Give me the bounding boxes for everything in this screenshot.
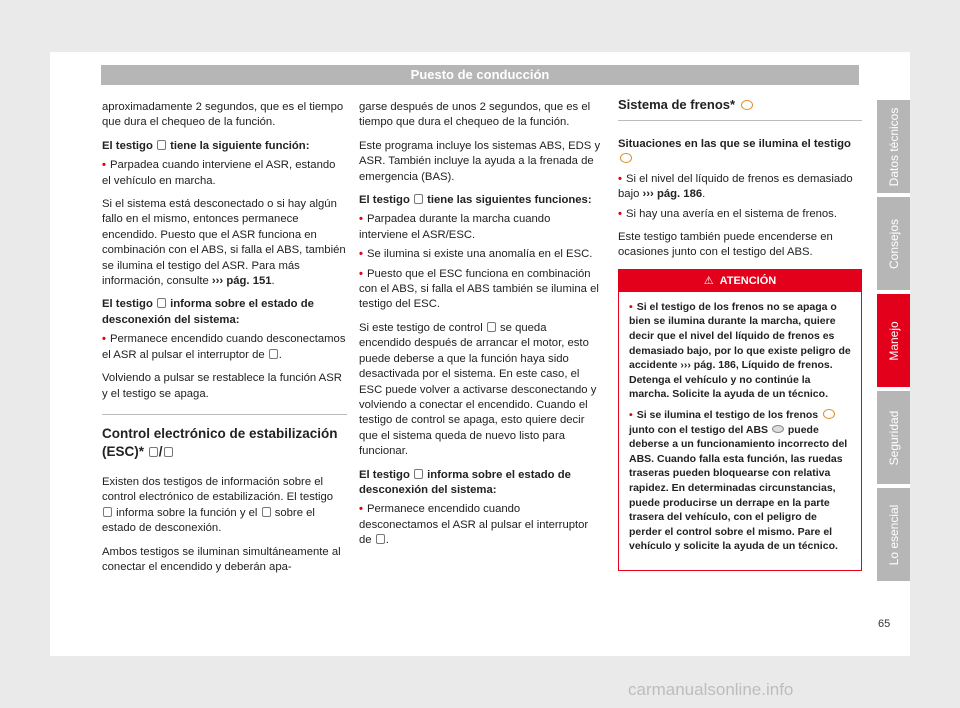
asr-off-icon [157, 298, 166, 308]
section-title-brakes: Sistema de frenos* [618, 96, 862, 121]
abs-warning-icon [772, 425, 784, 433]
section-title-esc: Control electrónico de estabilización (ESC)* / [102, 414, 347, 461]
asr-switch-icon [269, 349, 278, 359]
list-item: • Puesto que el ESC funciona en combinación con el ABS, si falla el ABS también se ilumina el testigo del ESC. [359, 267, 599, 311]
tab-seguridad[interactable]: Seguridad [877, 391, 910, 484]
esc-icon [487, 322, 496, 332]
list-item: • Parpadea durante la marcha cuando interviene el ASR/ESC. [359, 213, 551, 241]
list-item: • Se ilumina si existe una anomalía en el ESC. [359, 248, 593, 261]
page-header: Puesto de conducción [101, 65, 859, 85]
subheading: El testigo informa sobre el estado de desconexión del sistema: [102, 298, 314, 326]
warning-body [619, 292, 861, 570]
warning-item: • Si se ilumina el testigo de los frenos junto con el testigo del ABS puede deberse a un funcionamiento incorrecto del ABS. Cuando falla esta función, las ruedas traseras pueden bloquearse con relativa rapidez. En determinadas circunstancias, puede producirse un derrape en la parte trasera del vehículo, con el peligro de perder el control sobre el mismo. Pare el vehículo y solicite la ayuda de un técnico. [629, 409, 848, 553]
esc-off-icon [164, 447, 173, 457]
paragraph: Este testigo también puede encenderse en ocasiones junto con el testigo del ABS. [618, 231, 833, 259]
list-item: • Si el nivel del líquido de frenos es demasiado bajo ››› pág. 186. [618, 172, 853, 201]
paragraph: Ambos testigos se iluminan simultáneamente al conectar el encendido y deberán apa- [102, 545, 341, 573]
brake-warning-icon [741, 100, 753, 110]
paragraph: Si este testigo de control se queda encendido después de arrancar el motor, esto puede deberse a que la función haya sido desactivada por el sistema. En este caso, el ESC puede volver a activarse desconectando y volviendo a conectar el encendido. Cuando el testigo de control se apaga, esto quiere decir que el sistema queda de nuevo listo para funcionar. [359, 321, 597, 458]
asr-warning-icon [157, 140, 166, 150]
page-reference-link[interactable]: pág. 186 [656, 188, 703, 201]
warning-box [618, 269, 862, 571]
list-item: • Parpadea cuando interviene el ASR, estando el vehículo en marcha. [102, 159, 336, 187]
esc-icon [103, 507, 112, 517]
subheading: Situaciones en las que se ilumina el testigo [618, 137, 862, 168]
esc-off-icon [414, 469, 423, 479]
page-reference-link[interactable]: pág. 151 [226, 275, 272, 288]
watermark: carmanualsonline.info [628, 680, 794, 699]
paragraph: garse después de unos 2 segundos, que es el tiempo que dura el chequeo de la función. [359, 101, 591, 129]
paragraph: Este programa incluye los sistemas ABS, EDS y ASR. También incluye la ayuda a la frenada de emergencia (BAS). [359, 139, 601, 183]
brake-warning-icon [823, 409, 835, 419]
tab-lo-esencial[interactable]: Lo esencial [877, 488, 910, 581]
page-number: 65 [878, 618, 891, 630]
brake-warning-icon [620, 153, 632, 163]
paragraph: aproximadamente 2 segundos, que es el tiempo que dura el chequeo de la función. [102, 101, 344, 129]
column-1 [102, 100, 347, 583]
paragraph: Volviendo a pulsar se restablece la función ASR y el testigo se apaga. [102, 372, 342, 400]
page-reference-link[interactable]: pág. 186, Líquido de frenos [693, 359, 830, 372]
list-item: • Si hay una avería en el sistema de frenos. [618, 207, 837, 220]
subheading: El testigo informa sobre el estado de desconexión del sistema: [359, 468, 571, 496]
tab-datos-tecnicos[interactable]: Datos técnicos [877, 100, 910, 193]
esc-off-icon [262, 507, 271, 517]
tab-consejos[interactable]: Consejos [877, 197, 910, 290]
esc-icon [414, 194, 423, 204]
subheading: El testigo tiene la siguiente función: [102, 139, 310, 152]
warning-triangle-icon: ⚠ [703, 274, 714, 287]
subheading: El testigo tiene las siguientes funciones: [359, 194, 592, 207]
list-item: • Permanece encendido cuando desconectamos el ASR al pulsar el interruptor de . [102, 333, 346, 361]
tab-manejo[interactable]: Manejo [877, 294, 910, 387]
paragraph: Si el sistema está desconectado o si hay algún fallo en el mismo, entonces permanece encendido. Puesto que el ASR funciona en combinación con el ABS, si falla el ABS, también se ilumina el testigo del ASR. Para más información, consulte ››› pág. 151. [102, 198, 346, 288]
warning-header: ⚠ ATENCIÓN [619, 270, 861, 292]
column-2 [359, 100, 601, 553]
paragraph: Existen dos testigos de información sobre el control electrónico de estabilización. El testigo informa sobre la función y el sobre el estado de desconexión. [102, 475, 334, 535]
column-3 [618, 96, 862, 571]
esc-switch-icon [376, 534, 385, 544]
list-item: • Permanece encendido cuando desconectamos el ASR al pulsar el interruptor de . [359, 503, 589, 547]
esc-icon [149, 447, 158, 457]
warning-item: • Si el testigo de los frenos no se apaga o bien se ilumina durante la marcha, quiere decir que el nivel del líquido de frenos es demasiado bajo, por lo que existe peligro de accidente ››› pág. 186, Líquido de frenos. Detenga el vehículo y no continúe la marcha. Solicite la ayuda de un técnico. [629, 300, 851, 401]
